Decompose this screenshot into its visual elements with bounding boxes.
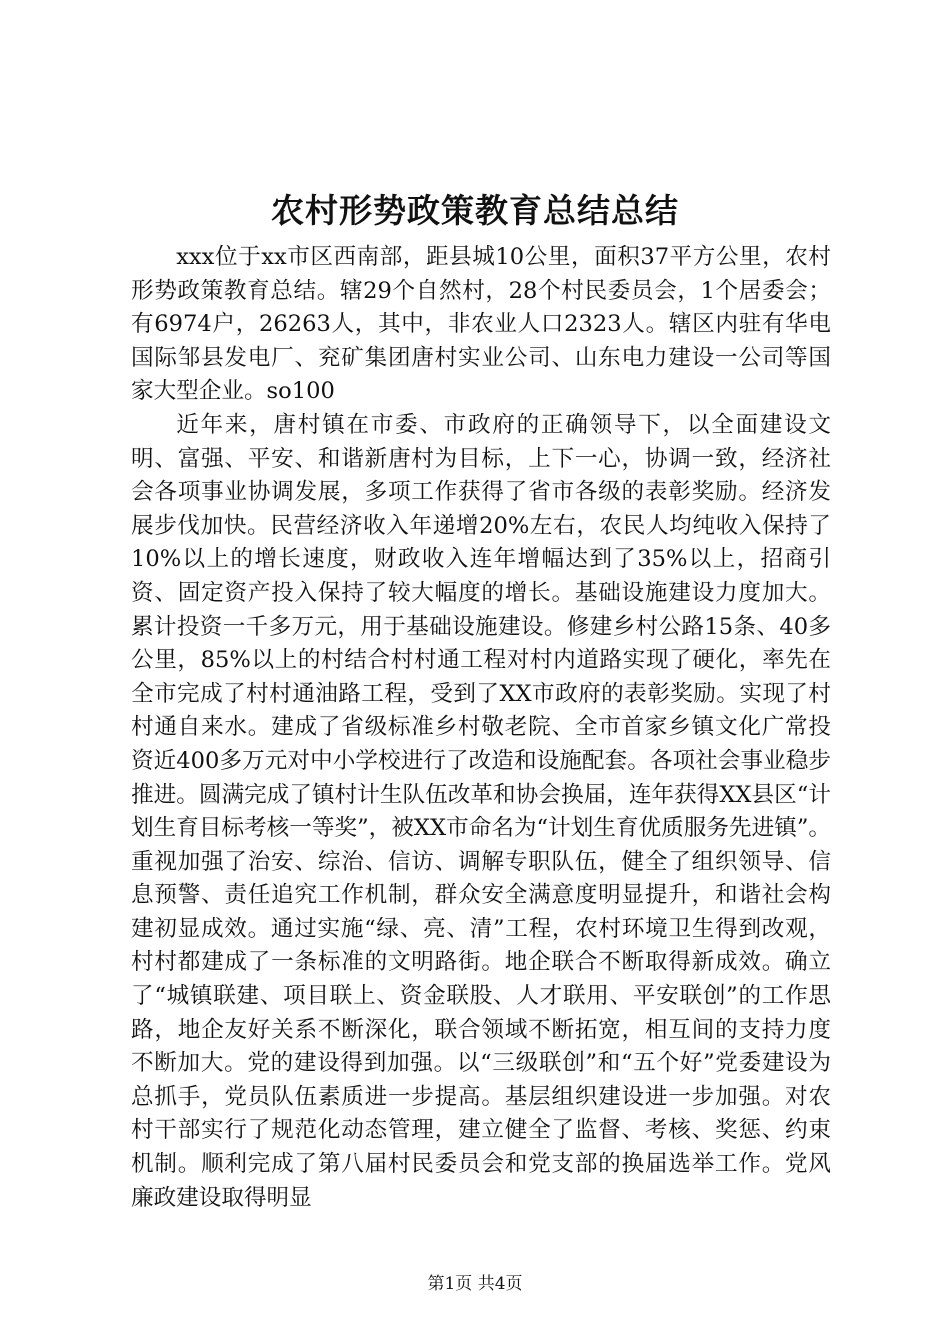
paragraph-intro: xxx位于xx市区西南部，距县城10公里，面积37平方公里，农村形势政策教育总结。辖29个自然村，28个村民委员会，1个居委会；有6974户，26263人，其中，非农业人口2323人。辖区内驻有华电国际邹县发电厂、兖矿集团唐村实业公司、山东电力建设一公司等国家大型企业。so100	[131, 244, 831, 405]
page-number-footer: 第1页 共4页	[427, 1274, 523, 1294]
paragraph-achievements: 近年来，唐村镇在市委、市政府的正确领导下，以全面建设文明、富强、平安、和谐新唐村为目标，上下一心，协调一致，经济社会各项事业协调发展，多项工作获得了省市各级的表彰奖励。经济发展步伐加快。民营经济收入年递增20%左右，农民人均纯收入保持了10%以上的增长速度，财政收入连年增幅达到了35%以上，招商引资、固定资产投入保持了较大幅度的增长。基础设施建设力度加大。累计投资一千多万元，用于基础设施建设。修建乡村公路15条、40多公里，85%以上的村结合村村通工程对村内道路实现了硬化，率先在全市完成了村村通油路工程，受到了XX市政府的表彰奖励。实现了村村通自来水。建成了省级标准乡村敬老院、全市首家乡镇文化广常投资近400多万元对中小学校进行了改造和设施配套。各项社会事业稳步推进。圆满完成了镇村计生队伍改革和协会换届，连年获得XX县区“计划生育目标考核一等奖”，被XX市命名为“计划生育优质服务先进镇”。重视加强了治安、综治、信访、调解专职队伍，健全了组织领导、信息预警、责任追究工作机制，群众安全满意度明显提升，和谐社会构建初显成效。通过实施“绿、亮、清”工程，农村环境卫生得到改观，村村都建成了一条标准的文明路街。地企联合不断取得新成效。确立了“城镇联建、项目联上、资金联股、人才联用、平安联创”的工作思路，地企友好关系不断深化，联合领域不断拓宽，相互间的支持力度不断加大。党的建设得到加强。以“三级联创”和“五个好”党委建设为总抓手，党员队伍素质进一步提高。基层组织建设进一步加强。对农村干部实行了规范化动态管理，建立健全了监督、考核、奖惩、约束机制。顺利完成了第八届村民委员会和党支部的换届选举工作。党风廉政建设取得明显	[131, 411, 831, 1211]
document-title: 农村形势政策教育总结总结	[271, 191, 679, 230]
document-body	[131, 241, 831, 1215]
